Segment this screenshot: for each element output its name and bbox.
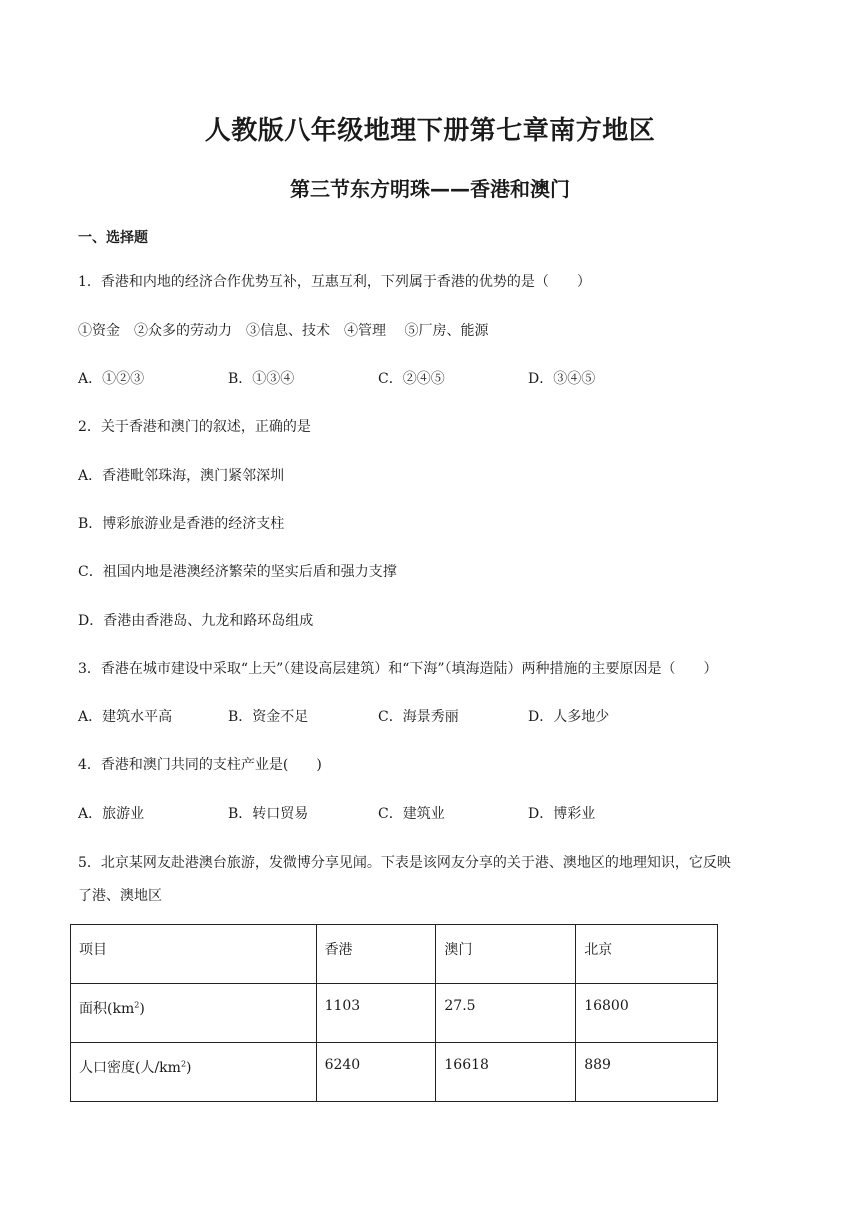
table-cell: 1103 <box>316 984 436 1043</box>
question-4-option-d: D．博彩业 <box>528 806 596 822</box>
question-1-items: ①资金 ②众多的劳动力 ③信息、技术 ④管理 ⑤厂房、能源 <box>78 323 489 339</box>
table-header-cell: 香港 <box>316 925 436 984</box>
question-1-option-c: C．②④⑤ <box>378 371 445 387</box>
question-1-stem: 1．香港和内地的经济合作优势互补，互惠互利，下列属于香港的优势的是（ ） <box>78 274 591 290</box>
question-4-stem: 4．香港和澳门共同的支柱产业是( ) <box>78 757 322 773</box>
row-label-superscript: 2 <box>134 1000 140 1010</box>
table-row-label <box>71 1043 317 1102</box>
section-heading: 一、选择题 <box>78 230 148 246</box>
document-subtitle: 第三节东方明珠——香港和澳门 <box>290 177 570 201</box>
table-cell: 16618 <box>436 1043 576 1102</box>
table-header-cell: 北京 <box>576 925 718 984</box>
question-2-option-d: D．香港由香港岛、九龙和路环岛组成 <box>78 613 314 629</box>
row-label-close: ) <box>139 1001 145 1017</box>
question-2-option-a: A．香港毗邻珠海，澳门紧邻深圳 <box>78 468 285 484</box>
table-cell: 889 <box>576 1043 718 1102</box>
question-2-option-c: C．祖国内地是港澳经济繁荣的坚实后盾和强力支撑 <box>78 564 397 580</box>
question-1-option-a: A．①②③ <box>78 371 145 387</box>
row-label-text: 人口密度(人/km <box>79 1060 181 1076</box>
question-4-option-b: B．转口贸易 <box>228 806 309 822</box>
question-3-option-d: D．人多地少 <box>528 709 610 725</box>
question-2-option-b: B．博彩旅游业是香港的经济支柱 <box>78 516 285 532</box>
question-4-option-a: A．旅游业 <box>78 806 145 822</box>
question-1-option-d: D．③④⑤ <box>528 371 596 387</box>
table-cell: 16800 <box>576 984 718 1043</box>
question-3-stem: 3．香港在城市建设中采取“上天”（建设高层建筑）和“下海”（填海造陆）两种措施的主要原因是（ ） <box>78 661 718 677</box>
row-label-text: 面积(km <box>79 1001 135 1017</box>
question-3-option-b: B．资金不足 <box>228 709 309 725</box>
table-header-cell: 澳门 <box>436 925 576 984</box>
question-3-option-a: A．建筑水平高 <box>78 709 173 725</box>
question-2-stem: 2．关于香港和澳门的叙述，正确的是 <box>78 419 311 435</box>
document-title: 人教版八年级地理下册第七章南方地区 <box>204 116 656 146</box>
question-5-stem-line-1: 5．北京某网友赴港澳台旅游，发微博分享见闻。下表是该网友分享的关于港、澳地区的地理知识，它反映 <box>78 855 731 871</box>
question-3-option-c: C．海景秀丽 <box>378 709 459 725</box>
table-header-cell: 项目 <box>71 925 317 984</box>
row-label-superscript: 2 <box>180 1059 187 1069</box>
data-table <box>70 924 718 1102</box>
row-label-close: ) <box>186 1060 192 1076</box>
table-header-row <box>71 925 718 984</box>
question-5-stem-line-2: 了港、澳地区 <box>78 888 162 904</box>
table-cell: 6240 <box>316 1043 436 1102</box>
table-row <box>71 984 718 1043</box>
table-row-label <box>71 984 317 1043</box>
table-row <box>71 1043 718 1102</box>
question-4-option-c: C．建筑业 <box>378 806 445 822</box>
question-1-option-b: B．①③④ <box>228 371 295 387</box>
table-cell: 27.5 <box>436 984 576 1043</box>
